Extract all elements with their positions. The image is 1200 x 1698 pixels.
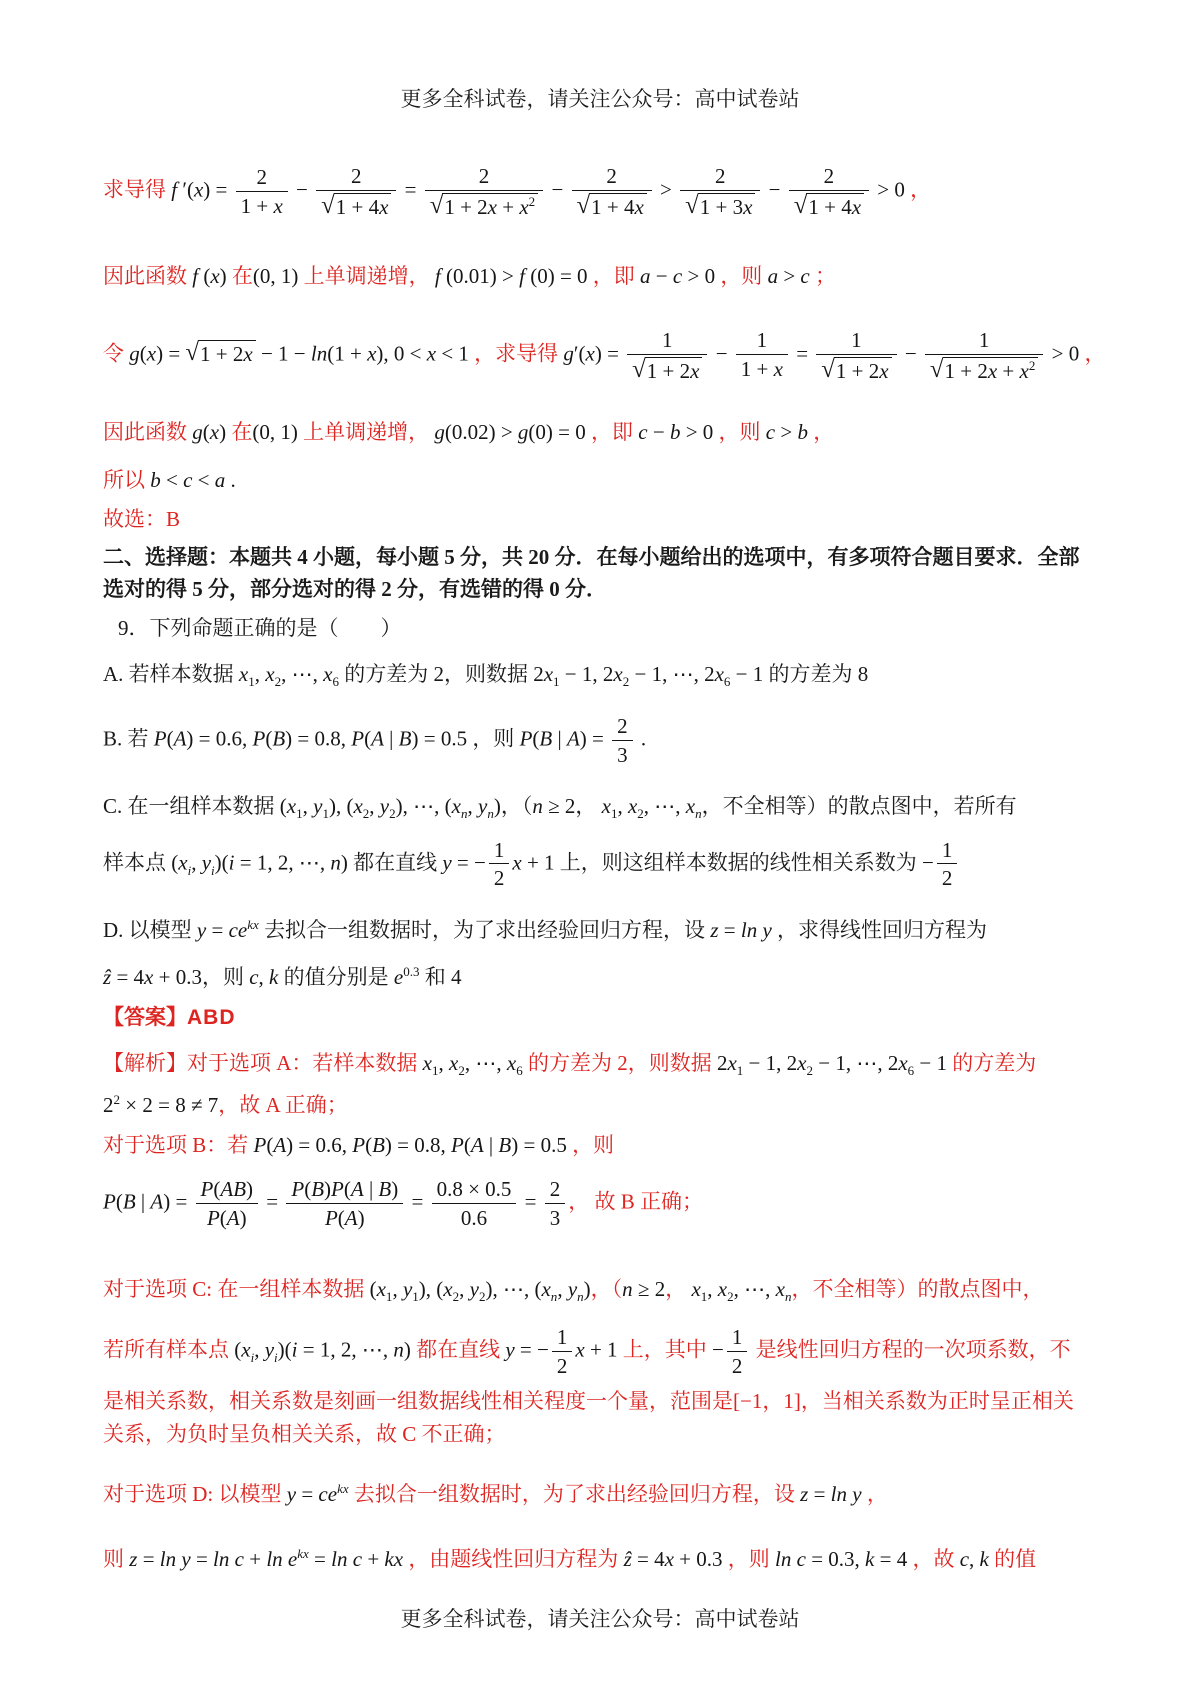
analysis-option-c-line2: 若所有样本点 ($x_i$, $y_i)(i = 1$, 2, ⋯, n) 都在直线 y = − $\frac{1}{2}$ x + 1 上，其中 − $\frac{1}{2}$ 是线性回归方程的一次项系数，不 (103, 1324, 1071, 1378)
page-header-banner: 更多全科试卷，请关注公众号：高中试卷站 (400, 87, 800, 111)
analysis-option-a-line1: 【解析】对于选项 A：若样本数据 $x_1$, $x_2$, ⋯, $x_6$ 的方差为 2，则数据 $2x_1 - 1$, $2x_2 - 1$, ⋯, $2x_6 - 1$ 的方差为 (103, 1050, 1037, 1078)
solution8-derivative-f-line: 求导得 f ′(x) = $\frac{2}{1 + x}$ − 2 √ 1 + 4x = 2 √ $1 + 2x + x^2$ − 2 √ 1 + 4x > 2 √ 1 + 3x − 2 √ 1 + 4x > 0 ， (103, 164, 932, 220)
answer-label: 【答案】 (103, 1005, 187, 1030)
solution8-choice-line: 故选：B (103, 506, 181, 531)
analysis-option-b-line1: 对于选项 B：若 P(A) = 0.6, P(B) = 0.8, P(A | B) = 0.5 ，则 (103, 1133, 615, 1158)
analysis-option-a-line2: $2^2 \times 2 = 8 \ne 7$，故 A 正确； (103, 1092, 348, 1117)
analysis-option-c-line3: 是相关系数，相关系数是刻画一组数据线性相关程度一个量，范围是[−1，1]，当相关系数为正时呈正相关 (103, 1389, 1074, 1414)
q9-option-d-line2: ẑ = 4x + 0.3，则 c, k 的值分别是 $e^{0.3}$ 和 4 (103, 963, 462, 989)
answer-value: ABD (187, 1006, 236, 1030)
solution8-monotonic-g-line: 因此函数 g(x) 在(0, 1) 上单调递增， g(0.02) > g(0) = 0 ，即 c − b > 0 ，则 c > b ， (103, 419, 835, 444)
q9-option-c-line2: 样本点 ($x_i$, $y_i)(i = 1$, 2, ⋯, n) 都在直线 y = − $\frac{1}{2}$ x + 1 上，则这组样本数据的线性相关系数为 − $\frac{1}{2}$ (103, 838, 1104, 892)
q9-option-c-line1: C. 在一组样本数据 ($x_1$, $y_1$), ($x_2$, $y_2$), ⋯, ($x_n$, $y_n$)，（n ≥ 2， $x_1$, $x_2$, ⋯, $x_n$，不全相等）的散点图中，若所有 (103, 794, 1017, 822)
page-footer-banner: 更多全科试卷，请关注公众号：高中试卷站 (400, 1607, 800, 1632)
analysis-option-c-line1: 对于选项 C: 在一组样本数据 ($x_1$, $y_1$), ($x_2$, $y_2$), ⋯, ($x_n$, $y_n$)，（n ≥ 2， $x_1$, $x_2$, ⋯, $x_n$，不全相等）的散点图中， (103, 1277, 1044, 1305)
analysis-option-c-line4: 关系，为负时呈负相关关系，故 C 不正确； (103, 1421, 506, 1446)
solution8-derivative-g-line: 令 g(x) = √ 1 + 2x − 1 − ln(1 + x), 0 < x < 1 ，求导得 g′(x) = 1 √ 1 + 2x − $\frac{1}{1 + x}$ = 1 √ 1 + 2x − 1 √ $1 + 2x + x^2$ > 0 ， (103, 327, 1106, 383)
analysis-option-d-line2: 则 $z = \ln y = \ln c + \ln e^{kx} = \ln c$ + kx ，由题线性回归方程为 ẑ = 4x + 0.3 ，则 ln c = 0.3, k = 4 ，故 c, k 的值 (103, 1545, 1037, 1571)
analysis-option-b-formula: P(B | A) = $\frac{P(AB)}{P(A)}$ = $\frac{P(B)P(A | B)}{P(A)}$ = $\frac{0.8 \times 0.5}{0.6}$ = $\frac{2}{3}$ ， 故 B 正确； (103, 1176, 704, 1230)
q9-answer-line (103, 1002, 1104, 1033)
q9-option-a: A. 若样本数据 $x_1$, $x_2$, ⋯, $x_6$ 的方差为 2，则数据 $2x_1 - 1$, $2x_2 - 1$, ⋯, $2x_6 - 1$ 的方差为 8 (103, 662, 869, 690)
solution8-conclusion-line: 所以 b < c < a . (103, 468, 236, 493)
section2-title-line1: 二、选择题：本题共 4 小题，每小题 5 分，共 20 分．在每小题给出的选项中，有多项符合题目要求．全部 (103, 545, 1080, 569)
q9-stem: 9．下列命题正确的是（ ） (118, 615, 402, 640)
section2-title-line2: 选对的得 5 分，部分选对的得 2 分，有选错的得 0 分． (103, 577, 607, 602)
analysis-option-d-line1: 对于选项 D: 以模型 $y = ce^{kx}$ 去拟合一组数据时，为了求出经验回归方程，设 z = ln y ， (103, 1481, 888, 1507)
solution8-monotonic-f-line: 因此函数 f (x) 在(0, 1) 上单调递增， f (0.01) > f (0) = 0 ，即 a − c > 0 ，则 a > c ； (103, 264, 836, 289)
q9-option-d-line1: D. 以模型 $y = ce^{kx}$ 去拟合一组数据时，为了求出经验回归方程，设 z = ln y ，求得线性回归方程为 (103, 917, 988, 943)
page-content (0, 164, 1200, 1574)
q9-option-b: B. 若 P(A) = 0.6, P(B) = 0.8, P(A | B) = 0.5 ，则 P(B | A) = $\frac{2}{3}$ . (103, 713, 647, 767)
